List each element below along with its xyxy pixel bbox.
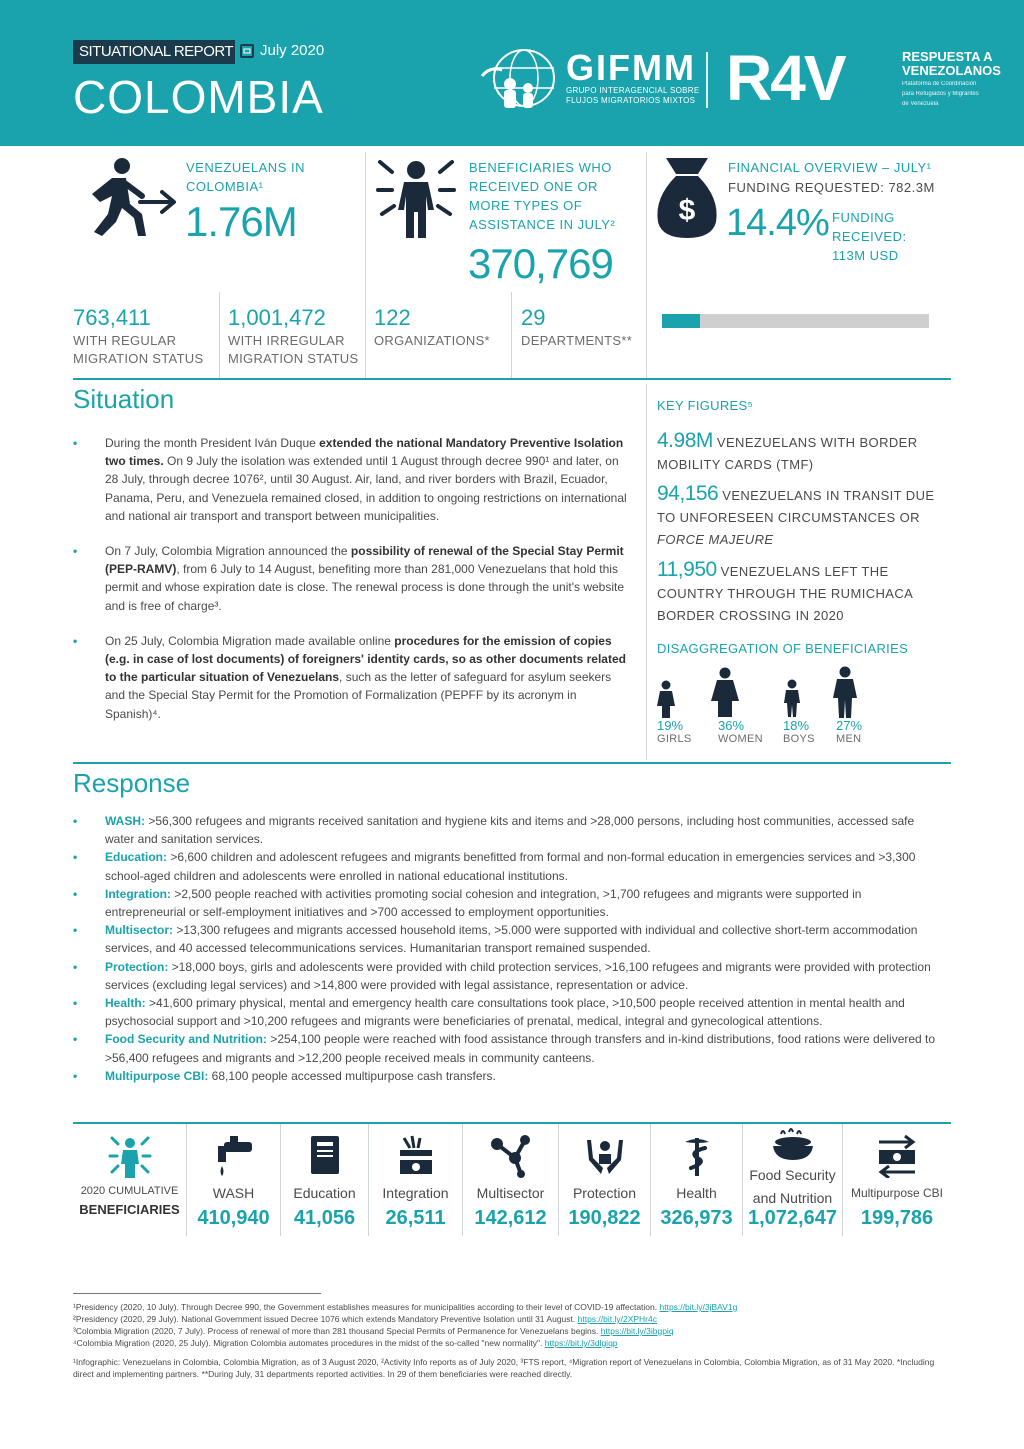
integration-value: 26,511: [385, 1207, 446, 1229]
multipurpose-cbi-label: Multipurpose CBI: [850, 1186, 944, 1200]
gifmm-subtitle-1: GRUPO INTERAGENCIAL SOBRE: [566, 86, 700, 95]
food-security-label-2: and Nutrition: [752, 1190, 833, 1206]
response-item: • Multisector: >13,300 refugees and migrants accessed household items, >5.000 were supported with individual and collective short-term accommodation services, and 40 accessed telecommunications services. Humanitarian transport remained suspended.: [73, 921, 943, 957]
footnote-3-link[interactable]: https://bit.ly/3ibgpiq: [600, 1326, 674, 1336]
depts-label: DEPARTMENTS**: [521, 333, 633, 348]
cumulative-strip: [73, 1122, 951, 1236]
situation-item: • On 7 July, Colombia Migration announced the possibility of renewal of the Special Stay Permit (PEP-RAMV), from 6 July to 14 August, benefiting more than 281,000 Venezuelans that hold this permit and whose expiration date is close. The renewal process is done through the unit's website and is free of charge³.: [73, 542, 633, 615]
key-figure-tmf: 4.98M VENEZUELANS WITH BORDER MOBILITY CARDS (TMF): [657, 429, 918, 472]
multipurpose-cbi-value: 199,786: [860, 1207, 934, 1229]
protection-cell: [559, 1124, 651, 1236]
report-type-tag: SITUATIONAL REPORT: [73, 40, 235, 64]
cash-transfer-icon: [875, 1134, 919, 1178]
irregular-label: WITH IRREGULAR MIGRATION STATUS: [228, 333, 359, 366]
girl-icon: [656, 680, 676, 718]
multisector-label: Multisector: [476, 1185, 545, 1201]
food-security-value: 1,072,647: [748, 1207, 837, 1229]
education-value: 41,056: [293, 1207, 356, 1229]
footnote-4: ⁴Colombia Migration (2020, 25 July). Migration Colombia automates procedures in the midst of the so-called "new normality". https://bit.ly/3dlgiqp: [73, 1338, 618, 1348]
response-item: • Education: >6,600 children and adolescent refugees and migrants benefitted from formal and non-formal education in emergencies services and >3,300 school-aged children and adolescents were enrolled in national educational institutions.: [73, 848, 943, 884]
beneficiary-person-icon: [374, 156, 458, 240]
section-rule-top: [73, 378, 951, 380]
calendar-icon: [240, 44, 254, 58]
r4v-tag-2: para Refugiados y Migrantes: [902, 91, 979, 97]
funding-bar-fill: [662, 314, 700, 328]
stat-divider-2: [646, 152, 647, 378]
beneficiaries-value: 370,769: [468, 240, 613, 287]
svg-text:$: $: [678, 194, 696, 227]
health-value: 326,973: [660, 1207, 733, 1229]
walking-person-icon: [82, 156, 178, 238]
cumulative-total-cell: [73, 1124, 187, 1236]
footnote-sources: ¹Infographic: Venezuelans in Colombia, Colombia Migration, as of 3 August 2020, ²Activity Info reports as of July 2020, ³FTS report, ⁴Migration report of Venezuelans in Colombia, Colombia Migration, as of 31 May 2020. *Including direct and implementing partners. **During July, 31 departments reported activities. In 29 of them beneficiaries were reached directly.: [73, 1357, 935, 1380]
food-security-cell: [743, 1124, 843, 1236]
venezuelans-label: VENEZUELANS IN COLOMBIA¹: [186, 160, 305, 194]
protection-label: Protection: [572, 1185, 637, 1201]
regular-value: 763,411: [73, 305, 151, 330]
funding-bar: [662, 314, 929, 328]
funding-percent: 14.4%: [726, 202, 829, 244]
gifmm-title: GIFMM: [566, 47, 696, 88]
protection-value: 190,822: [568, 1207, 641, 1229]
multisector-value: 142,612: [474, 1207, 547, 1229]
footnote-2-link[interactable]: https://bit.ly/2XPHr4c: [577, 1314, 657, 1324]
book-icon: [303, 1134, 347, 1178]
logo-divider: [706, 52, 708, 108]
funding-received: FUNDING RECEIVED: 113M USD: [832, 210, 907, 263]
food-security-label-1: Food Security: [749, 1167, 836, 1183]
multipurpose-cbi-cell: [843, 1124, 951, 1236]
header-banner: [0, 0, 1024, 146]
r4v-tag-3: de Venezuela: [902, 101, 939, 107]
response-item: • Food Security and Nutrition: >254,100 people were reached with food assistance through transfers and in-kind distributions, food rations were delivered to >56,400 refugees and migrants and >12,200 people received meals in community canteens.: [73, 1030, 943, 1066]
venezuelans-value: 1.76M: [185, 198, 297, 245]
integration-label: Integration: [382, 1185, 449, 1201]
r4v-tagline: [902, 50, 1001, 108]
cumulative-label-1: 2020 CUMULATIVE: [80, 1185, 179, 1197]
response-item: • Protection: >18,000 boys, girls and adolescents were provided with child protection services, >16,100 refugees and migrants were provided with protection services (excluding legal services) and >14,800 were provided with legal assistance, representation or advice.: [73, 958, 943, 994]
multisector-cell: [463, 1124, 559, 1236]
gifmm-subtitle-2: FLUJOS MIGRATORIOS MIXTOS: [566, 96, 696, 105]
country-title: COLOMBIA: [73, 71, 324, 123]
disaggregation-title: DISAGGREGATION OF BENEFICIARIES: [657, 641, 909, 656]
depts-value: 29: [521, 305, 546, 330]
wash-value: 410,940: [197, 1207, 270, 1229]
money-bag-icon: [654, 156, 720, 240]
regular-label: WITH REGULAR MIGRATION STATUS: [73, 333, 204, 366]
date-text: July 2020: [260, 42, 325, 59]
r4v-line-2: VENEZOLANOS: [902, 63, 1001, 78]
beneficiaries-label: BENEFICIARIES WHO RECEIVED ONE OR MORE TYPES OF ASSISTANCE IN JULY²: [469, 160, 616, 232]
women-stat: 36% WOMEN: [718, 718, 763, 745]
boy-icon: [782, 679, 802, 717]
response-item: • Multipurpose CBI: 68,100 people accessed multipurpose cash transfers.: [73, 1067, 943, 1085]
footnote-1: ¹Presidency (2020, 10 July). Through Decree 990, the Government establishes measures for municipalities according to their level of COVID-19 affectation. https://bit.ly/3jBAV1g: [73, 1302, 738, 1312]
integration-cell: [369, 1124, 463, 1236]
section-rule-mid: [73, 762, 951, 764]
wash-label: WASH: [212, 1185, 255, 1201]
r4v-tag-1: Plataforma de Coordinación: [902, 81, 977, 87]
key-figure-rumichaca: 11,950 VENEZUELANS LEFT THE COUNTRY THROUGH THE RUMICHACA BORDER CROSSING IN 2020: [657, 558, 913, 623]
key-figure-transit: 94,156 VENEZUELANS IN TRANSIT DUE TO UNFORESEEN CIRCUMSTANCES OR FORCE MAJEURE: [657, 482, 935, 547]
cumulative-label-2: BENEFICIARIES: [79, 1202, 180, 1217]
financial-label: FINANCIAL OVERVIEW – JULY¹: [728, 160, 932, 175]
response-list: [73, 812, 943, 1085]
footnote-4-link[interactable]: https://bit.ly/3dlgiqp: [544, 1338, 618, 1348]
girls-stat: 19% GIRLS: [657, 718, 692, 745]
food-bowl-icon: [771, 1128, 815, 1164]
men-stat: 27% MEN: [836, 718, 863, 745]
footnote-1-link[interactable]: https://bit.ly/3jBAV1g: [659, 1302, 738, 1312]
health-cell: [651, 1124, 743, 1236]
man-icon: [831, 666, 859, 718]
irregular-value: 1,001,472: [228, 305, 326, 330]
education-cell: [281, 1124, 369, 1236]
footnote-3: ³Colombia Migration (2020, 7 July). Process of renewal of more than 281 thousand Special Permits of Permanence for Venezuelans begins. https://bit.ly/3ibgpiq: [73, 1326, 674, 1336]
sub-divider-1: [219, 292, 220, 378]
report-date: [240, 42, 324, 59]
response-item: • WASH: >56,300 refugees and migrants received sanitation and hygiene kits and items and >28,000 persons, including host communities, accessed safe water and sanitation services.: [73, 812, 943, 848]
r4v-logo: R4V: [726, 42, 845, 114]
response-title: Response: [73, 768, 191, 798]
network-icon: [489, 1134, 533, 1178]
water-tap-icon: [212, 1134, 256, 1178]
r4v-line-1: RESPUESTA A: [902, 49, 993, 64]
key-figures-divider: [646, 384, 647, 760]
footnote-rule: [73, 1293, 321, 1294]
situation-list: [73, 434, 633, 740]
boys-stat: 18% BOYS: [783, 718, 815, 745]
protection-hands-icon: [583, 1134, 627, 1178]
health-caduceus-icon: [675, 1134, 719, 1178]
orgs-value: 122: [374, 305, 411, 330]
response-item: • Integration: >2,500 people reached with activities promoting social cohesion and integration, >1,700 refugees and migrants were supported in entrepreneurial or self-employment initiatives and >700 accessed to employment opportunities.: [73, 885, 943, 921]
globe-icon: [480, 46, 558, 110]
situation-item: • On 25 July, Colombia Migration made available online procedures for the emission of copies (e.g. in case of lost documents) of foreigners' identity cards, so as other documents related to the particular situation of Venezuelans, such as the letter of safeguard for asylum seekers and the Special Stay Permit for the Promotion of Formalization (PEPFF by its acronym in Spanish)⁴.: [73, 632, 633, 723]
footnote-2: ²Presidency (2020, 29 July). National Government issued Decree 1076 which extends Mandatory Preventive Isolation until 31 August. https://bit.ly/2XPHr4c: [73, 1314, 657, 1324]
health-label: Health: [676, 1185, 717, 1201]
situation-item: • During the month President Iván Duque extended the national Mandatory Preventive Isolation two times. On 9 July the isolation was extended until 1 August through decree 990¹ and later, on 28 July, through decree 1076², until 30 August. Air, land, and river borders with Brazil, Ecuador, Panama, Peru, and Venezuela remained closed, in addition to ongoing restrictions on international and national air transport and transport between municipalities.: [73, 434, 633, 525]
response-item: • Health: >41,600 primary physical, mental and emergency health care consultations took place, >10,500 people received attention in mental health and psychosocial support and >10,200 refugees and migrants were beneficiaries of prenatal, medical, integral and gynecological attentions.: [73, 994, 943, 1030]
beneficiaries-icon: [108, 1134, 152, 1178]
key-figures-title: KEY FIGURES⁵: [657, 398, 754, 413]
education-label: Education: [293, 1185, 356, 1201]
funding-requested: FUNDING REQUESTED: 782.3M: [728, 180, 935, 195]
sub-divider-2: [511, 292, 512, 378]
integration-icon: [394, 1134, 438, 1178]
gifmm-logo: [480, 46, 699, 110]
orgs-label: ORGANIZATIONS*: [374, 333, 490, 348]
situation-title: Situation: [73, 384, 175, 414]
woman-icon: [710, 667, 740, 717]
wash-cell: [187, 1124, 281, 1236]
